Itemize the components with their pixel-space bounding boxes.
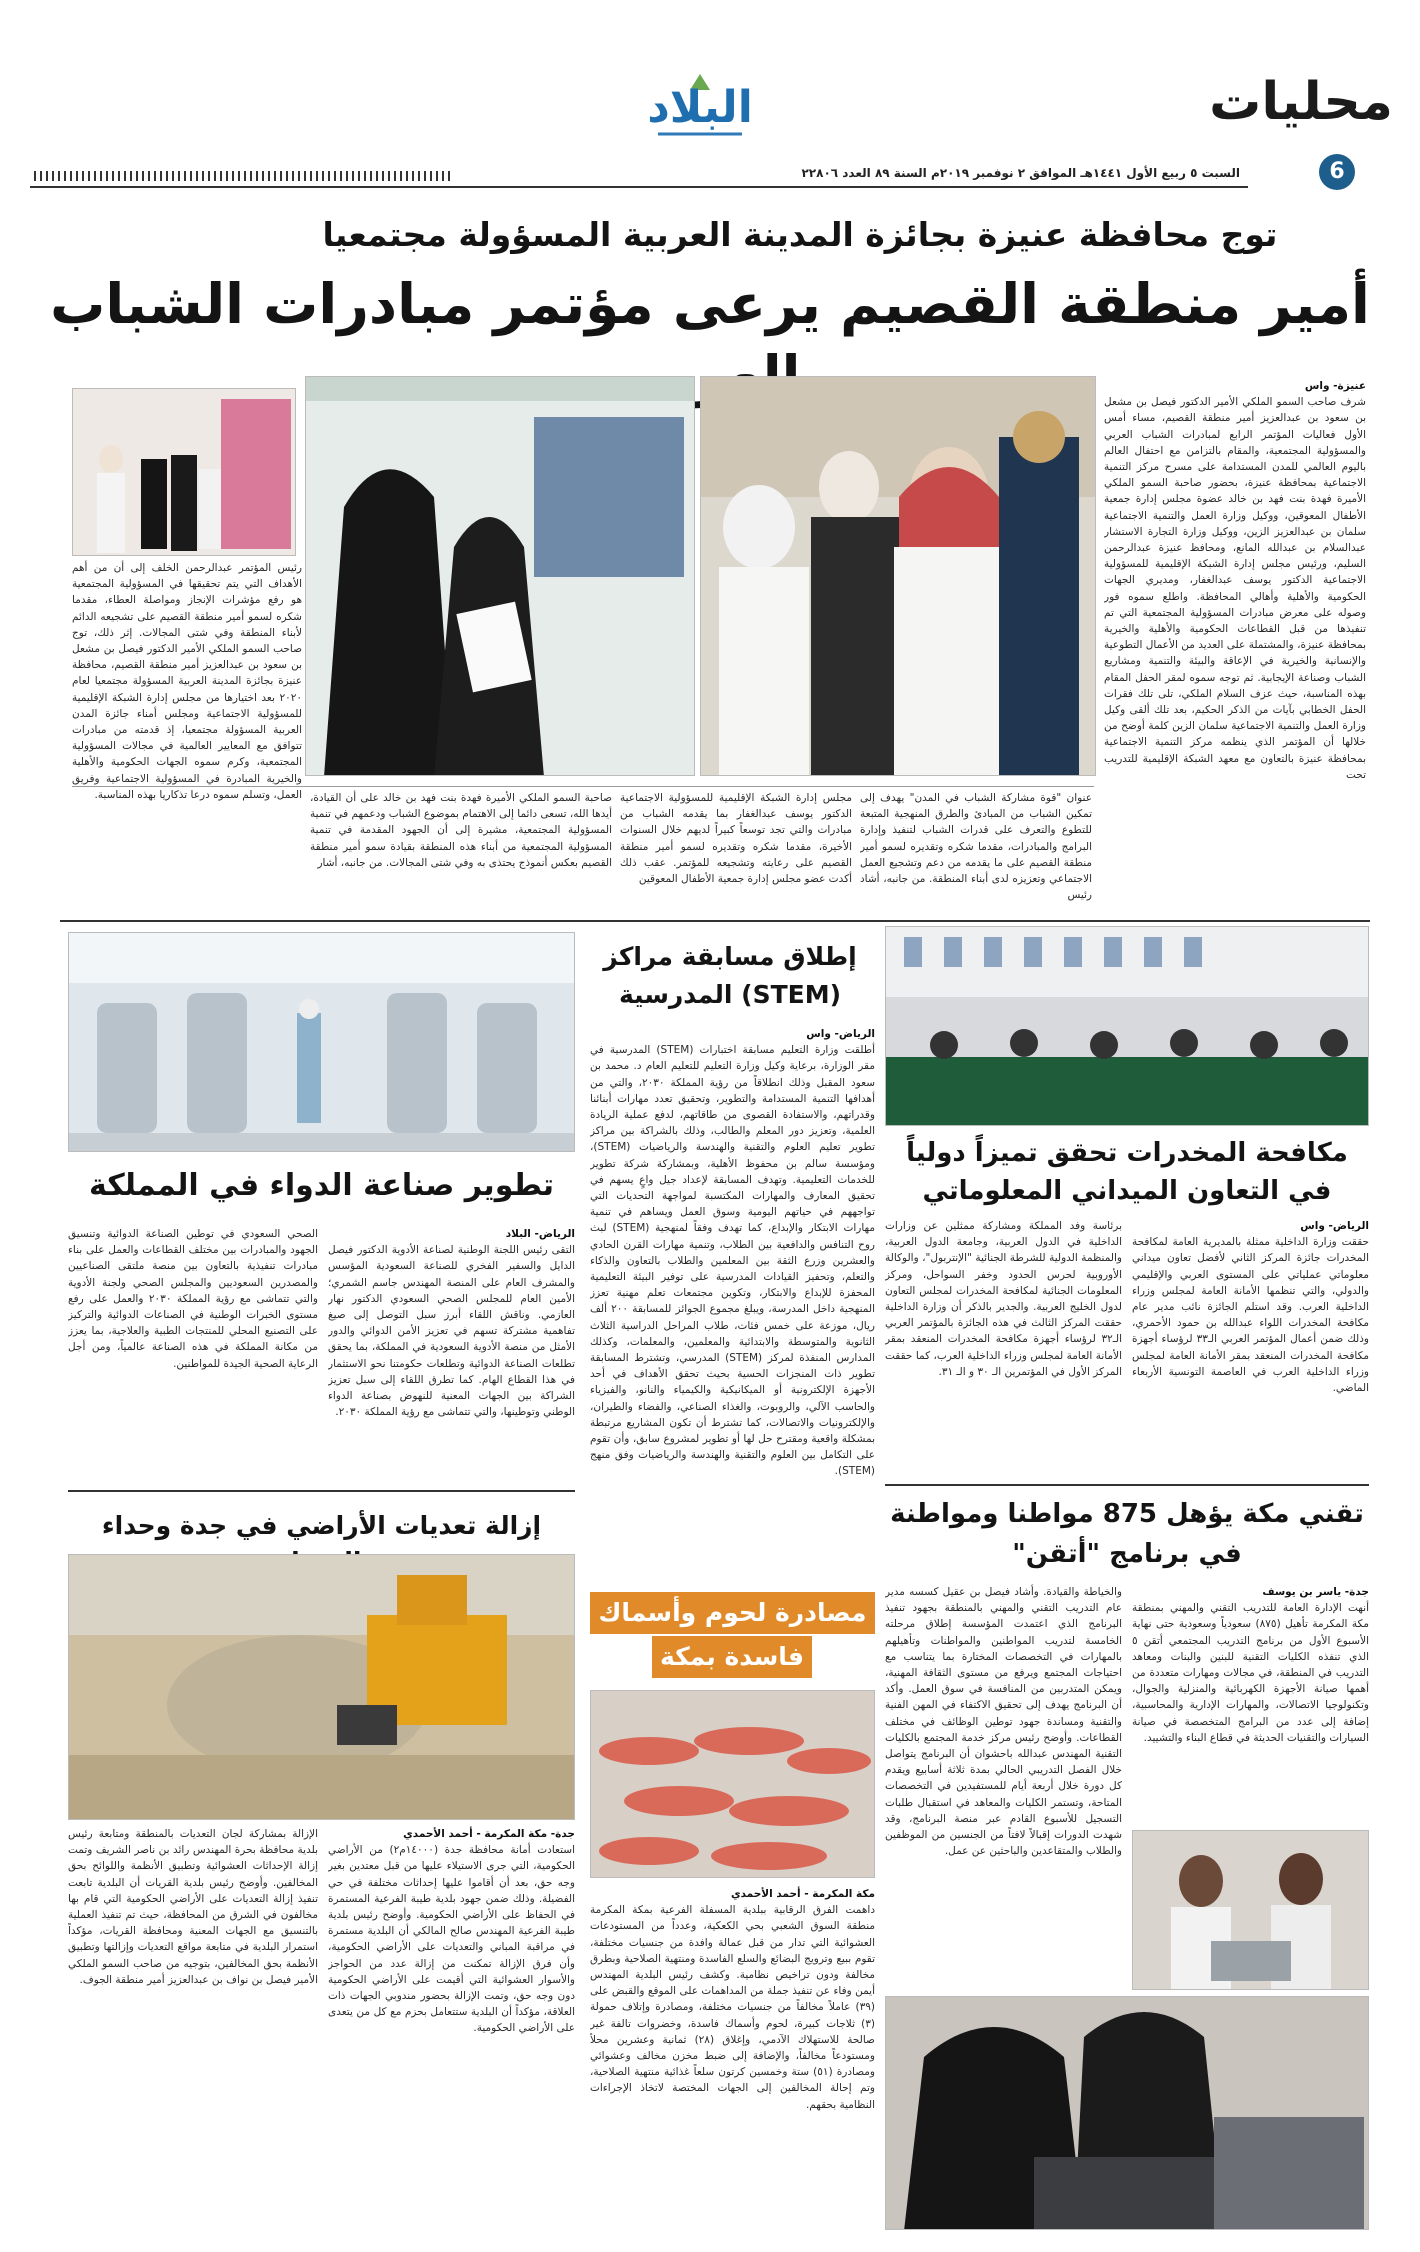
lead-photo-exhibit-illustration	[72, 389, 295, 556]
lead-column-4	[310, 790, 612, 930]
drugs-headline: مكافحة المخدرات تحقق تميزاً دولياً في التعاون الميداني المعلوماتي	[906, 1138, 1348, 1206]
pharma-body-2: الصحي السعودي في توطين الصناعة الدوائية وتنسيق الجهود والمبادرات بين مختلف القطاعات والعمل على بناء مبادرات تنفيذية بالتعاون بين منصة ملتقى الصناعيين والمصدرين السعوديين والمجلس الصحي ولجنة الأدوية والتي تتماشى مع رؤية المملكة ٢٠٣٠ والعمل على رفع مستوى الخبرات الوطنية في الصناعات الدوائية والتركيز على التصنيع المحلي للمنتجات الطبية والعلاجية، بما يعزز من مكانة المملكة في هذه الصناعة عالمياً، ومن أجل الرعاية الصحية الجيدة للمواطنين.	[68, 1228, 318, 1370]
lead-dateline: عنيزة- واس	[1304, 380, 1366, 392]
fish-photo	[590, 1690, 875, 1878]
lead-headline: أمير منطقة القصيم يرعى مؤتمر مبادرات الشباب	[50, 272, 1370, 336]
issue-dateline: السبت ٥ ربيع الأول ١٤٤١هـ الموافق ٢ نوفمبر ٢٠١٩م السنة ٨٩ العدد ٢٢٨٠٦	[801, 166, 1240, 180]
land-body-2: الإزالة بمشاركة لجان التعديات بالمنطقة ومتابعة رئيس بلدية محافظة بحرة المهندس رائد بن ناصر الشريف وتمت إزالة الإحداثات العشوائية وتطبيق الأنظمة واللوائح بحق المخالفين. وأوضح رئيس بلدية القريات أن البلدية تابعت تنفيذ إزالة التعديات على الأراضي الحكومية التي قام بها مخالفون في الشرق من المحافظة، حيث تم تنفيذ العملية بالتنسيق مع الجهات المعنية ومحافظة القريات، مؤكداً استمرار البلدية في متابعة مواقع التعديات وإزالتها وتطبيق الأنظمة بحق المخالفين، بتوجيه من صاحب السمو الملكي الأمير فيصل بن نواف بن عبدالعزيز أمير منطقة الجوف.	[68, 1828, 318, 1986]
land-headline: إزالة تعديات الأراضي في جدة وحداء	[101, 1511, 542, 1540]
lead-body-2: عنوان "قوة مشاركة الشباب في المدن" يهدف إلى تمكين الشباب من المبادئ والطرق المنهجية المتبعة للتطوع والتعرف على قدرات الشباب لتنفيذ وإدارة البرامج والمبادرات، مقدما شكره وتقديره لسمو أمير منطقة القصيم على ما يقدمه من دعم وتشجيع العمل الاجتماعي وتعزيزه لدى أبناء المنطقة. من جانبه، أشاد رئيس	[860, 792, 1092, 902]
pharma-body-1: التقى رئيس اللجنة الوطنية لصناعة الأدوية الدكتور فيصل الدايل والسفير الفخري للصناعة السعودية المؤسس والمشرف العام على المنصة المهندس جاسم الشمري؛ الأمين العام للمجلس الصحي السعودي الدكتور نهار العازمي. وناقش اللقاء أبرز سبل التوصل إلى صيغ تفاهمية مشتركة تسهم في تعزيز الأمن الدوائي والدور الأمثل من منصة الأدوية السعودية في المملكة، بما يحقق تطلعات الصناعة الدوائية وتطلعات حكومتنا نحو الاستثمار في هذا القطاع الهام. كما تطرق اللقاء إلى سبل تعزيز الشراكة بين الجهات المعنية للنهوض بصناعة الدواء الوطني وتوطينها، والتي تتماشى مع رؤية المملكة ٢٠٣٠.	[328, 1244, 575, 1419]
lead-photo-exhibit	[72, 388, 296, 556]
lead-photo-women	[305, 376, 695, 776]
ornament-stripes	[34, 171, 454, 181]
lead-photo-main-illustration	[700, 377, 1095, 776]
stem-column	[590, 1026, 875, 1586]
land-column-1	[328, 1826, 575, 2226]
lead-column-1	[1104, 378, 1366, 928]
fish-headline-box	[590, 1592, 875, 1680]
section-title: محليات	[1209, 72, 1393, 132]
pharma-column-1	[328, 1226, 575, 1490]
makkah-tech-photo-women	[885, 1996, 1369, 2230]
fish-dateline: مكة المكرمة - أحمد الأحمدي	[730, 1888, 875, 1900]
drugs-column-2	[885, 1218, 1122, 1478]
lead-column-2	[860, 790, 1092, 930]
section-divider-top	[60, 920, 1370, 922]
lead-body-5: رئيس المؤتمر عبدالرحمن الخلف إلى أن من أهم الأهداف التي يتم تحقيقها في المسؤولية المجتمعية هو رفع مؤشرات الإنجاز ومواصلة العطاء، مقدما شكره لسمو أمير منطقة القصيم على تشجيعه الدائم لأبناء المنطقة وفي شتى المجالات. إثر ذلك، توج صاحب السمو الملكي الأمير الدكتور فيصل بن مشعل بن سعود بن عبدالعزيز أمير منطقة القصيم، محافظة عنيزة بجائزة المدينة العربية المسؤولة مجتمعيا لعام ٢٠٢٠ بعد اختيارها من مجلس إدارة الشبكة الإقليمية للمسؤولية الاجتماعية ومجلس أمناء جائزة المدن العربية المسؤولة مجتمعيا، إذ قدمته من مبادرات تتوافق مع المعايير العالمية في مجالات المسؤولية المجتمعية، وكرم سموه الجهات الحكومية والأهلية والخيرية المبادرة في المسؤولية الاجتماعية وفريق العمل، وتسلم سموه درعا تذكاريا بهذه المناسبة.	[72, 562, 302, 801]
land-bulldozer-photo	[68, 1554, 575, 1820]
pharma-factory-illustration	[68, 933, 574, 1152]
fish-illustration	[590, 1691, 874, 1878]
logo-text: البلاد	[647, 82, 753, 133]
stem-body: أطلقت وزارة التعليم مسابقة اختبارات (STEM) المدرسية في مقر الوزارة، برعاية وكيل وزارة التعليم للتعليم العام د. محمد بن سعود المقبل وذلك انطلاقاً من رؤية المملكة ٢٠٣٠، والتي من أهدافها التنمية المستدامة والتطوير، وتحقيق تعدد مهارات أبنائنا وقدراتهم، والاستفادة القصوى من طاقاتهم، لدفع عملية الريادة العلمية، وتعزيز دور المعلم والطالب، وذلك بالشراكة بين مراكز تطوير تعليم العلوم والتقنية والهندسة والرياضيات (STEM)، ومؤسسة سالم بن محفوظ الأهلية، وبمشاركة شركة تطوير للخدمات التعليمية. وتهدف المسابقة لإعداد جيل واعٍ يسهم في تحقيق المعارف والمهارات المكتسبة لمواجهة التحديات التي تواجههم في حياتهم اليومية وسوق العمل ويساهم في تنمية مهارات الابتكار والإبداع، كما تهدف وفقاً لمنهجية (STEM) لبث روح التنافس والدافعية بين الطلاب، وتنمية مهارات القرن الحادي والعشرين وزرع الثقة بين المعلمين والطلاب بالتعاون والذكاء والتعلم، وتحفيز القيادات المدرسية على توفير البيئة التعليمية المحفزة للإبداع والابتكار، وتكوين مجتمعات تعلم مهنية تعزز المنهجية داخل المدرسة، ويبلغ مجموع الجوائز للمسابقة ٢٠٠ ألف ريال، موزعة على خمس فئات، طلاب المراحل الدراسية الثلاث الثانوية والمتوسطة والابتدائية والمعلمين، والمعلمات، وكذلك المدارس المنفذة لمركز (STEM) المدرسي، وتشترط المسابقة تطوير ذات المنجزات الحسية بحيث تحقق الأهداف في أحد الأجهزة الإلكترونية أو الميكانيكية والكيمياء والنانو، والفيزياء والحاسب الآلي، والروبوت، والغذاء الصناعي، والفضاء والطيران، والإلكترونيات والاتصالات، كما تشترط أن تكون المشاريع مرتبطة بمشكلة واقعية ومقترح حل لها أو تطوير لمشروع سابق، وأن تقوم على التكامل بين العلوم والتقنية والهندسة والرياضيات وفق منهج (STEM).	[590, 1044, 875, 1478]
makkah-tech-women-illustration	[885, 1997, 1368, 2230]
lead-kicker: توج محافظة عنيزة بجائزة المدينة العربية المسؤولة مجتمعيا	[322, 215, 1278, 254]
makkah-tech-column-1	[1132, 1584, 1369, 1824]
logo	[638, 68, 762, 142]
fish-column	[590, 1886, 875, 2230]
dateline-bar	[30, 164, 1248, 188]
drugs-divider	[885, 1484, 1369, 1486]
fish-headline-line2: فاسدة بمكة	[652, 1636, 812, 1678]
pharma-divider	[68, 1490, 575, 1492]
land-bulldozer-illustration	[68, 1555, 574, 1820]
masthead	[30, 60, 1395, 190]
lead-column-3	[620, 790, 852, 930]
drugs-body-1: حققت وزارة الداخلية ممثلة بالمديرية العامة لمكافحة المخدرات جائزة المركز الثاني لأفضل تعاون ميداني معلوماتي عملياتي على المستوى العربي والإقليمي والدولي، والتي تنظمها الأمانة العامة لمجلس وزراء الداخلية العرب. وقد استلم الجائزة نائب مدير عام مكافحة المخدرات اللواء عبدالله بن حمود الأحمري، وذلك ضمن أعمال المؤتمر العربي الـ٣٣ لرؤساء أجهزة مكافحة المخدرات المنعقد بمقر الأمانة العامة لمجلس وزراء الداخلية العرب في العاصمة التونسية الأربعاء الماضي.	[1132, 1236, 1369, 1395]
makkah-tech-column-2	[885, 1584, 1122, 1990]
makkah-tech-students-illustration	[1132, 1831, 1368, 1990]
drugs-conference-illustration	[885, 927, 1368, 1126]
makkah-tech-body-1: أنهت الإدارة العامة للتدريب التقني والمهني بمنطقة مكة المكرمة تأهيل (٨٧٥) سعودياً وسعودية حتى نهاية الأسبوع الأول من برنامج التدريب المجتمعي أتقن ٥ الذي تنفذه الكليات التقنية للبنين والبنات ومعاهد التدريب في المنطقة، في مجالات ومهارات متعددة من أهمها صيانة الأجهزة الكهربائية والمنزلية والجوال، وتكنولوجيا الاتصالات، والمهارات الإدارية والمحاسبية، إضافة إلى عدد من البرامج المتخصصة في صيانة السيارات والتقنيات الحديثة في قطاع البناء والتشييد.	[1132, 1602, 1369, 1744]
fish-body: داهمت الفرق الرقابية ببلدية المسفلة الفرعية بمكة المكرمة منطقة السوق الشعبي بحي الكعكية، وعدداً من المستودعات العشوائية التي تدار من قبل عمالة وافدة من جنسيات مختلفة، تقوم ببيع وترويج البضائع والسلع الفاسدة ومنتهية الصلاحية وبطرق مخالفة ودون تراخيص نظامية. وكشف رئيس البلدية المهندس أيمن وفاء عن تنفيذ جملة من المداهمات على الموقع والقبض على (٣٩) عاملاً مخالفاً من جنسيات مختلفة، ومصادرة وإتلاف حمولة (٣) ثلاجات كبيرة، لحوم وأسماك فاسدة، وخضروات تالفة غير صالحة للاستهلاك الآدمي، وإغلاق (٢٨) ثمانية وعشرين محلاً ومستودعاً مخالفاً، والإضافة إلى ضبط مخزن مخالف وعشوائي ومصادرة (٥١) ستة وخمسين كرتون سلعاً غذائية منتهية الصلاحية، وتم إحالة المخالفين إلى الجهات المختصة لاتخاذ الإجراءات النظامية بحقهم.	[590, 1904, 875, 2111]
land-body-1: استعادت أمانة محافظة جدة (١٤٠٠٠م٢) من الأراضي الحكومية، التي جرى الاستيلاء عليها من قبل معتدين بغير وجه حق، بعد أن أقاموا عليها إحداثات مختلفة في حي الفضيلة. وذلك ضمن جهود بلدية طيبة الفرعية المستمرة في الحفاظ على الأراضي الحكومية. وأوضح رئيس بلدية طيبة الفرعية المهندس صالح المالكي أن البلدية مستمرة في مراقبة المباني والتعديات على الأراضي الحكومية، وأن فرق الإزالة تمكنت من إزالة عدد من الحواجز والأسوار العشوائية التي أقيمت على الأراضي الحكومية دون وجه حق، وتمت الإزالة بحضور مندوبي الجهات ذات العلاقة، مؤكداً أن البلدية ستتعامل بحزم مع كل من يتعدى على الأراضي الحكومية.	[328, 1844, 575, 2035]
drugs-dateline: الرياض- واس	[1300, 1220, 1369, 1232]
land-column-2	[68, 1826, 318, 2226]
lead-body-4: صاحبة السمو الملكي الأميرة فهدة بنت فهد بن خالد على أن القيادة، أيدها الله، تسعى دائما إلى الاهتمام بموضوع الشباب ودعمهم في تنمية المسؤولية المجتمعية، مشيرة إلى أن الجهود المقدمة في تنمية المسؤولية المجتمعية من أبناء هذه المنطقة بقيادة سمو أمير منطقة القصيم بعكس أنموذج يحتذى به وفي شتى المجالات. من جانبه، أشار	[310, 792, 612, 869]
pharma-factory-photo	[68, 932, 575, 1152]
drugs-conference-photo	[885, 926, 1369, 1126]
fish-headline-line1: مصادرة لحوم وأسماك	[590, 1592, 875, 1634]
drugs-body-2: برئاسة وفد المملكة ومشاركة ممثلين عن وزارات الداخلية في الدول العربية، وجامعة الدول العربية، والمنظمة الدولية للشرطة الجنائية "الإنتربول"، والوكالة الأوروبية لحرس الحدود وخفر السواحل، ومركز المعلومات الجنائية لمكافحة المخدرات لمجلس التعاون لدول الخليج العربية. والجدير بالذكر أن وزارة الداخلية حققت المركز الثالث في هذه الجائزة بالمؤتمر العربي الـ٣٢ لرؤساء أجهزة مكافحة المخدرات المنعقد بمقر الأمانة العامة لمجلس وزراء الداخلية العرب، كما حققت المركز الأول في المؤتمرين الـ ٣٠ و الـ ٣١.	[885, 1220, 1122, 1378]
makkah-tech-body-2: والخياطة والقيادة. وأشاد فيصل بن عقيل كسسه مدير عام التدريب التقني والمهني بالمنطقة بجهود تنفيذ البرنامج الذي اعتمدت المؤسسة إطلاق مرحلته الخامسة لتدريب المواطنين والمواطنات وتأهيلهم بالمهارات في التخصصات المختارة بما يتناسب مع احتياجات المجتمع ويرفع من مستوى الثقافة المهنية، ويمكن المتدربين من المنافسة في سوق العمل. وأكد أن البرنامج يهدف إلى تحقيق الاكتفاء في المهن الفنية والتقنية ومساندة جهود توطين الوظائف في مختلف القطاعات. وأوضح رئيس مركز خدمة المجتمع بالكليات التقنية المهندس عبدالله باحشوان أن البرنامج يتواصل خلال الفصل التدريبي الحالي بمدة ثلاثة أسابيع ويقدم كل دورة خلال أربعة أيام للمستفيدين في التخصصات المتاحة، وتستمر الكليات والمعاهد في استقبال طلبات التسجيل للأسبوع القادم عبر منصة البرنامج، وقد شهدت الدورات إقبالاً لافتاً من الجنسين من الموظفين والطلاب والمتقاعدين والباحثين عن عمل.	[885, 1586, 1122, 1858]
lead-body-3: مجلس إدارة الشبكة الإقليمية للمسؤولية الاجتماعية الدكتور يوسف عبدالغفار بما يقدمه الشباب من مبادرات والتي تجد توسعاً كبيراً لديهم خلال السنوات الأخيرة، مقدما شكره وتقديره لسمو أمير منطقة القصيم على رعايته وتشجيعه للمؤتمر. عقب ذلك أكدت عضو مجلس إدارة جمعية الأطفال المعوقين	[620, 792, 852, 886]
makkah-tech-dateline: جدة- ياسر بن يوسف	[1262, 1586, 1369, 1598]
stem-dateline: الرياض- واس	[806, 1028, 875, 1040]
lead-body-1: شرف صاحب السمو الملكي الأمير الدكتور فيصل بن مشعل بن سعود بن عبدالعزيز أمير منطقة القصيم، مساء أمس الأول فعاليات المؤتمر الرابع لمبادرات الشباب العربي والمسؤولية المجتمعية، والمقام بالتزامن مع احتفال العالم باليوم العالمي للمدن المستدامة على مسرح مركز التنمية الاجتماعية بمحافظة عنيزة، بحضور صاحبة السمو الملكي الأميرة فهدة بنت فهد بن خالد عضوة مجلس إدارة جمعية الأطفال المعوقين، ووكيل وزارة العمل والتنمية الاجتماعية سلمان بن عبدالعزيز الزين، ووكيل وزارة التجارة الاستشار عبدالسلام بن عبدالله المانع، ومحافظ عنيزة عبدالرحمن السليم، ورئيس مجلس إدارة الشبكة الإقليمية للمسؤولية الاجتماعية الدكتور يوسف عبدالغفار، ومديري الجهات الحكومية والأهلية وأهالي المحافظة. واطلع سموه فور وصوله على معرض مبادرات المسؤولية المجتمعية التي تم تنفيذها من قبل القطاعات الحكومية والأهلية والخيرية بمحافظة عنيزة، والمشتملة على العديد من الأعمال التطوعية والإنسانية والخيرية في الإعاقة والبيئة والتنمية ومشاريع الشباب وصناعة الإيجابية. ثم توجه سموه لمقر الحفل المقام بهذه المناسبة، حيث عزف السلام الملكي، تلى تلك فقرات الحفل الخطابي بآيات من الذكر الحكيم، بعد تلك ألقى وكيل وزارة العمل والتنمية الاجتماعية سلمان الزين كلمة أوضح من خلالها أن المؤتمر الذي ينظمه مركز التنمية الاجتماعية بمحافظة عنيزة بالتعاون مع معهد الشبكة الإقليمية للتدريب تحت	[1104, 396, 1366, 781]
drugs-column-1	[1132, 1218, 1369, 1478]
page-number-badge: 6	[1319, 154, 1355, 190]
lead-photo-women-illustration	[305, 377, 694, 776]
makkah-tech-photo-students	[1132, 1830, 1369, 1990]
lead-column-5	[72, 560, 302, 930]
pharma-headline: تطوير صناعة الدواء في المملكة	[89, 1168, 554, 1203]
lead-photo-main	[700, 376, 1096, 776]
makkah-tech-headline: تقني مكة يؤهل 875 مواطنا ومواطنة في برنامج "أتقن"	[890, 1499, 1364, 1569]
land-dateline: جدة- مكة المكرمة - أحمد الأحمدي	[403, 1828, 575, 1840]
pharma-column-2	[68, 1226, 318, 1490]
pharma-dateline: الرياض- البلاد	[505, 1228, 575, 1240]
stem-headline: إطلاق مسابقة مراكز (STEM) المدرسية	[603, 942, 857, 1009]
